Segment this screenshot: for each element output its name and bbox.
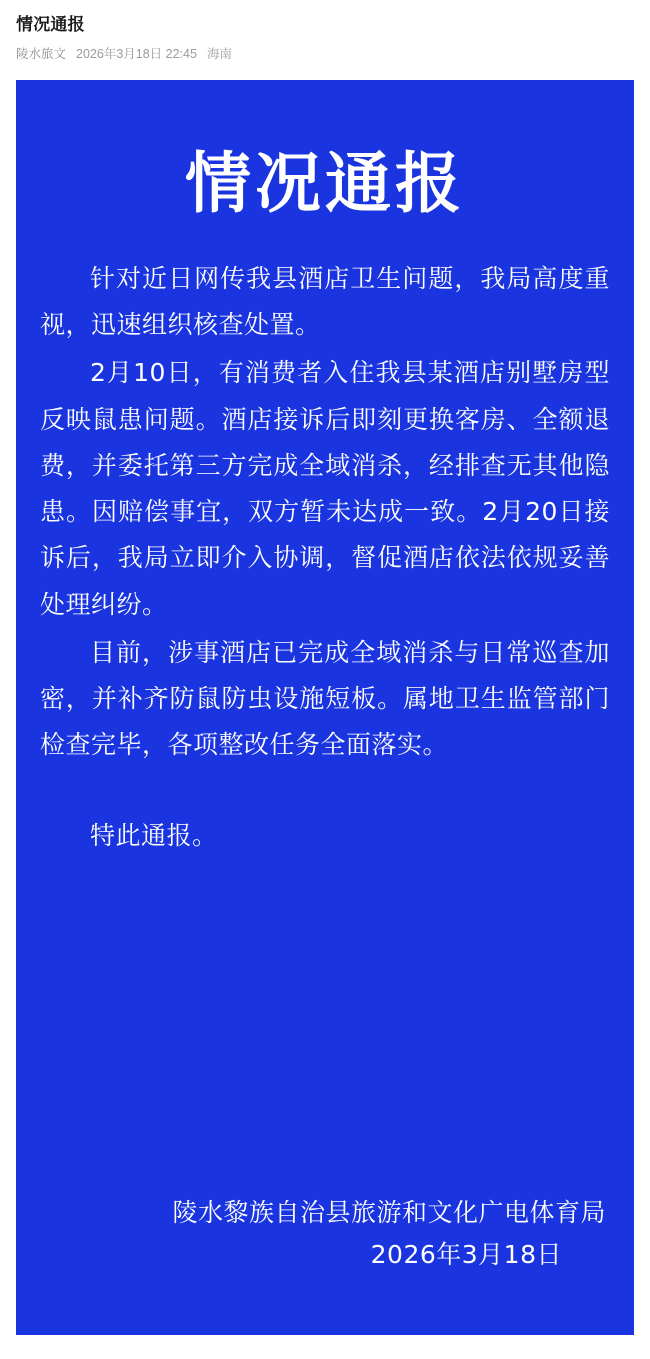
meta-location: 海南 bbox=[206, 46, 232, 61]
poster-closing: 特此通报。 bbox=[90, 820, 218, 850]
article-meta bbox=[16, 47, 634, 62]
page-title: 情况通报 bbox=[16, 15, 85, 34]
article-header bbox=[0, 0, 650, 72]
signature-date: 2026年3月18日 bbox=[370, 1240, 562, 1270]
meta-source: 陵水旅文 bbox=[16, 46, 67, 61]
poster-spacer bbox=[40, 861, 610, 1192]
poster-signature bbox=[40, 1192, 610, 1277]
poster-body bbox=[40, 256, 610, 861]
poster-paragraph: 目前，涉事酒店已完成全域消杀与日常巡查加密，并补齐防鼠防虫设施短板。属地卫生监管部门检查完毕，各项整改任务全面落实。 bbox=[40, 637, 610, 760]
poster-paragraph: 针对近日网传我县酒店卫生问题，我局高度重视，迅速组织核查处置。 bbox=[40, 263, 610, 340]
poster-paragraph: 2月10日，有消费者入住我县某酒店别墅房型反映鼠患问题。酒店接诉后即刻更换客房、全额退费，并委托第三方完成全域消杀，经排查无其他隐患。因赔偿事宜，双方暂未达成一致。2月20日接诉后，我局立即介入协调，督促酒店依法依规妥善处理纠纷。 bbox=[40, 358, 610, 619]
signature-organization: 陵水黎族自治县旅游和文化广电体育局 bbox=[172, 1197, 606, 1227]
notice-poster bbox=[16, 80, 634, 1335]
meta-timestamp: 2026年3月18日 22:45 bbox=[76, 46, 197, 61]
poster-bottom-padding bbox=[40, 1277, 610, 1295]
poster-heading: 情况通报 bbox=[185, 144, 465, 222]
